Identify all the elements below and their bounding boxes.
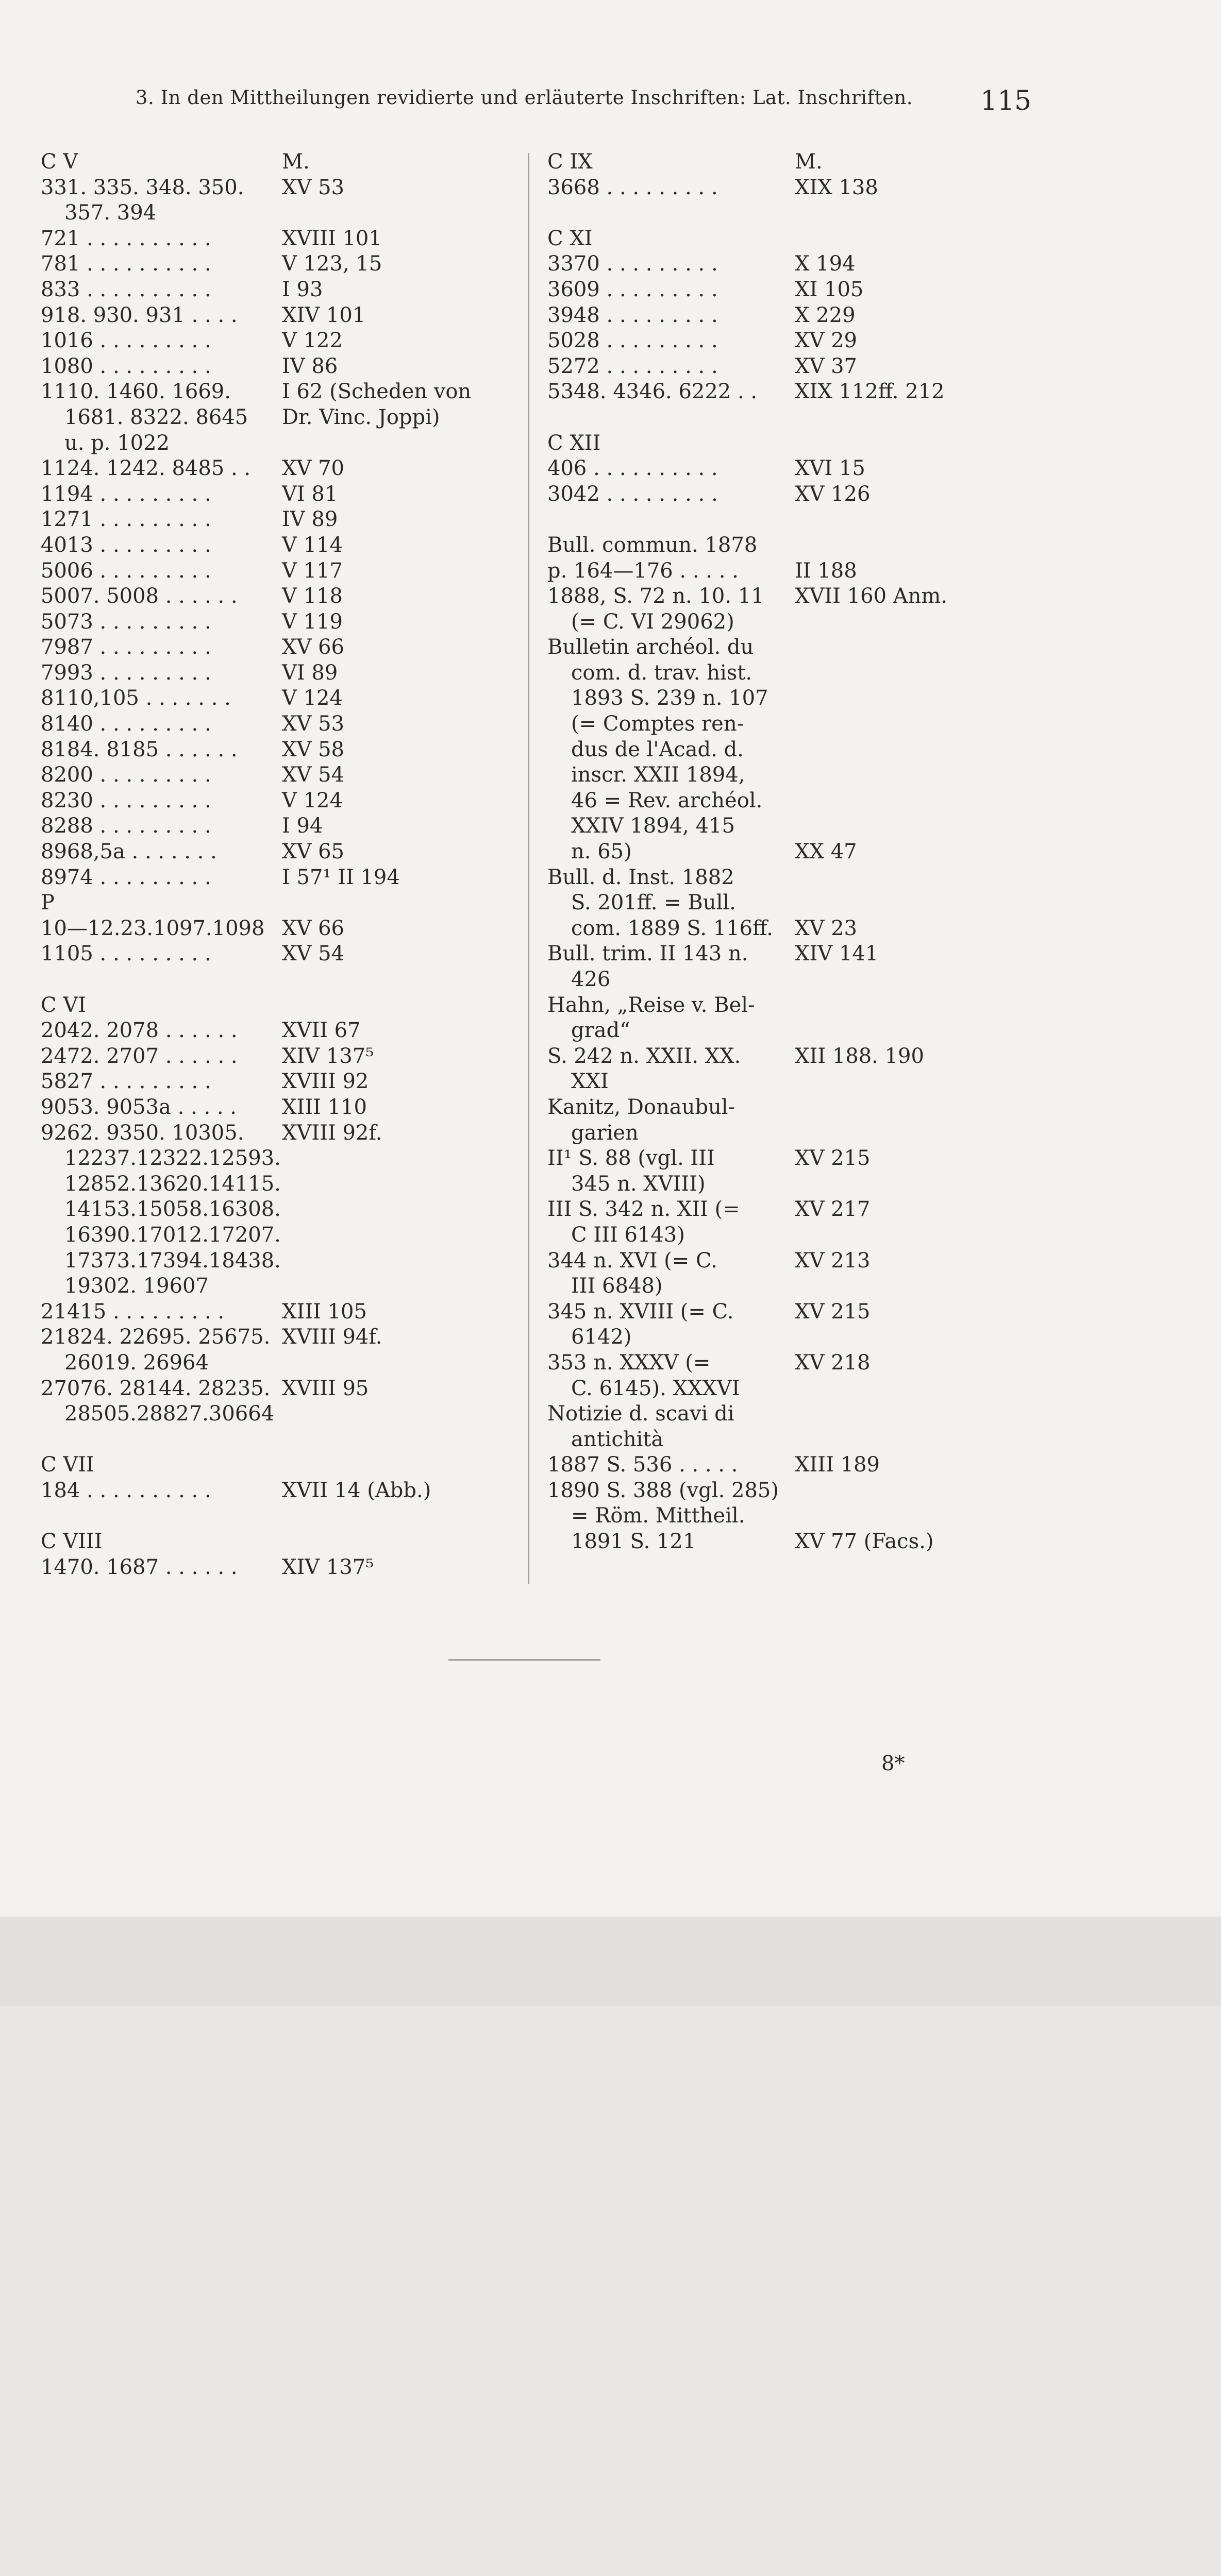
index-entry bbox=[547, 1172, 1063, 1197]
index-entry bbox=[547, 405, 1063, 431]
entry-reference: 8968,5a . . . . . . . bbox=[41, 840, 217, 864]
entry-volume: XV 213 bbox=[795, 1248, 871, 1273]
entry-reference: XXIV 1894, 415 bbox=[571, 814, 735, 838]
index-entry bbox=[41, 1427, 520, 1453]
index-entry bbox=[547, 379, 1063, 405]
index-entry bbox=[41, 405, 520, 431]
column-divider bbox=[528, 153, 529, 1584]
entry-reference: 16390.17012.17207. bbox=[64, 1223, 281, 1247]
entry-volume: XV 215 bbox=[795, 1146, 871, 1171]
entry-volume: XIV 137⁵ bbox=[282, 1555, 374, 1579]
index-entry bbox=[547, 1121, 1063, 1146]
entry-reference: 353 n. XXXV (= bbox=[547, 1350, 711, 1375]
index-entry bbox=[41, 1223, 520, 1248]
index-entry bbox=[547, 1223, 1063, 1248]
entry-volume: X 194 bbox=[795, 252, 856, 276]
index-entry bbox=[41, 711, 520, 737]
index-entry bbox=[547, 890, 1063, 916]
index-entry bbox=[547, 1274, 1063, 1299]
index-entry bbox=[41, 1350, 520, 1376]
entry-reference: 1890 S. 388 (vgl. 285) bbox=[547, 1478, 779, 1502]
index-entry bbox=[547, 839, 1063, 865]
index-entry bbox=[547, 226, 1063, 252]
index-entry bbox=[41, 916, 520, 942]
entry-reference: 331. 335. 348. 350. bbox=[41, 175, 244, 199]
index-entry bbox=[547, 1350, 1063, 1376]
entry-volume: XV 65 bbox=[282, 840, 344, 864]
entry-volume: Dr. Vinc. Joppi) bbox=[282, 405, 440, 429]
entry-volume: V 118 bbox=[282, 584, 343, 608]
entry-volume: V 124 bbox=[282, 788, 343, 812]
index-entry bbox=[41, 941, 520, 967]
entry-reference: 9053. 9053a . . . . . bbox=[41, 1095, 237, 1119]
index-entry bbox=[41, 277, 520, 303]
index-entry bbox=[41, 1121, 520, 1146]
entry-volume: XVII 14 (Abb.) bbox=[282, 1478, 431, 1502]
entry-reference: 833 . . . . . . . . . . bbox=[41, 277, 211, 301]
index-entry bbox=[547, 251, 1063, 277]
entry-volume: XIV 101 bbox=[282, 303, 366, 327]
index-entry bbox=[41, 251, 520, 277]
entry-volume: XV 53 bbox=[282, 175, 344, 199]
index-entry bbox=[41, 1452, 520, 1478]
entry-volume: XVIII 92 bbox=[282, 1070, 369, 1094]
entry-reference: 1888, S. 72 n. 10. 11 bbox=[547, 584, 764, 608]
index-entry bbox=[547, 635, 1063, 660]
entry-reference: Notizie d. scavi di bbox=[547, 1402, 734, 1426]
index-entry bbox=[547, 660, 1063, 686]
entry-reference: P bbox=[41, 891, 55, 915]
index-entry bbox=[547, 762, 1063, 788]
entry-reference: 9262. 9350. 10305. bbox=[41, 1121, 244, 1145]
index-entry bbox=[41, 226, 520, 252]
entry-reference: C VII bbox=[41, 1453, 94, 1477]
entry-reference: 918. 930. 931 . . . . bbox=[41, 303, 238, 327]
index-entry bbox=[41, 482, 520, 507]
index-entry bbox=[547, 1401, 1063, 1427]
index-entry bbox=[547, 328, 1063, 354]
entry-reference: 5827 . . . . . . . . . bbox=[41, 1070, 211, 1094]
entry-reference: 3370 . . . . . . . . . bbox=[547, 252, 718, 276]
entry-reference: 721 . . . . . . . . . . bbox=[41, 226, 211, 250]
index-entry bbox=[547, 533, 1063, 558]
entry-reference: 6142) bbox=[571, 1325, 632, 1349]
entry-volume: XVIII 101 bbox=[282, 226, 382, 250]
entry-volume: XIX 138 bbox=[795, 175, 878, 199]
entry-reference: 1271 . . . . . . . . . bbox=[41, 507, 211, 532]
index-entry bbox=[41, 1248, 520, 1274]
index-entry bbox=[547, 1197, 1063, 1223]
index-entry bbox=[547, 1503, 1063, 1529]
index-entry bbox=[41, 609, 520, 635]
index-entry bbox=[41, 507, 520, 533]
entry-reference: S. 201ff. = Bull. bbox=[571, 891, 736, 915]
entry-reference: 1194 . . . . . . . . . bbox=[41, 482, 211, 506]
entry-reference: Bulletin archéol. du bbox=[547, 635, 754, 659]
index-entry bbox=[547, 175, 1063, 201]
entry-volume: XVI 15 bbox=[795, 456, 865, 481]
index-entry bbox=[41, 558, 520, 584]
entry-reference: 7987 . . . . . . . . . bbox=[41, 635, 211, 659]
entry-volume: II 188 bbox=[795, 558, 857, 583]
entry-volume: XV 66 bbox=[282, 916, 344, 940]
entry-reference: 26019. 26964 bbox=[64, 1350, 209, 1375]
index-entry bbox=[41, 865, 520, 891]
entry-reference: 2472. 2707 . . . . . . bbox=[41, 1044, 238, 1068]
entry-reference: III 6848) bbox=[571, 1274, 663, 1298]
entry-reference: antichità bbox=[571, 1427, 664, 1451]
index-entry bbox=[547, 354, 1063, 380]
entry-volume: XV 126 bbox=[795, 482, 871, 506]
entry-reference: (= C. VI 29062) bbox=[571, 609, 734, 634]
entry-reference: 1080 . . . . . . . . . bbox=[41, 354, 211, 378]
entry-reference: 17373.17394.18438. bbox=[64, 1248, 281, 1273]
entry-reference: 8200 . . . . . . . . . bbox=[41, 763, 211, 787]
entry-reference: 406 . . . . . . . . . . bbox=[547, 456, 718, 481]
entry-reference: p. 164—176 . . . . . bbox=[547, 558, 739, 583]
index-entry bbox=[547, 993, 1063, 1019]
entry-reference: 3042 . . . . . . . . . bbox=[547, 482, 718, 506]
entry-volume: XIII 105 bbox=[282, 1299, 367, 1324]
index-entry bbox=[547, 431, 1063, 456]
index-entry bbox=[547, 1452, 1063, 1478]
entry-reference: 357. 394 bbox=[64, 201, 157, 225]
entry-volume: XX 47 bbox=[795, 840, 857, 864]
entry-volume: XVIII 95 bbox=[282, 1376, 369, 1400]
entry-reference: 426 bbox=[571, 968, 611, 991]
entry-volume: XV 58 bbox=[282, 737, 344, 761]
entry-volume: XVII 67 bbox=[282, 1019, 361, 1043]
entry-volume: VI 81 bbox=[282, 482, 338, 506]
entry-reference: 5348. 4346. 6222 . . bbox=[547, 380, 758, 404]
index-entry bbox=[547, 788, 1063, 814]
entry-reference: 1893 S. 239 n. 107 bbox=[571, 686, 768, 710]
entry-reference: C VI bbox=[41, 993, 87, 1017]
entry-volume: XII 188. 190 bbox=[795, 1044, 924, 1068]
entry-reference: II¹ S. 88 (vgl. III bbox=[547, 1146, 715, 1171]
index-entry bbox=[41, 1095, 520, 1121]
entry-reference: C XI bbox=[547, 226, 593, 250]
index-entry bbox=[41, 1044, 520, 1070]
index-entry bbox=[41, 1274, 520, 1299]
entry-reference: 1110. 1460. 1669. bbox=[41, 380, 231, 404]
entry-reference: 46 = Rev. archéol. bbox=[571, 788, 763, 812]
signature-mark: 8* bbox=[881, 1752, 905, 1775]
entry-volume: XVIII 92f. bbox=[282, 1121, 382, 1145]
index-entry bbox=[547, 303, 1063, 329]
index-entry bbox=[547, 1478, 1063, 1504]
entry-reference: 21415 . . . . . . . . . bbox=[41, 1299, 225, 1324]
entry-reference: 345 n. XVIII) bbox=[571, 1172, 706, 1196]
index-entry bbox=[41, 431, 520, 456]
entry-volume: M. bbox=[795, 150, 823, 174]
entry-reference: (= Comptes ren- bbox=[571, 712, 744, 736]
index-entry bbox=[547, 1325, 1063, 1350]
index-entry bbox=[547, 1069, 1063, 1095]
index-entry bbox=[41, 200, 520, 226]
entry-volume: XV 70 bbox=[282, 456, 344, 481]
entry-reference: 5073 . . . . . . . . . bbox=[41, 609, 211, 634]
index-entry bbox=[547, 558, 1063, 584]
index-entry bbox=[547, 1018, 1063, 1044]
entry-reference: grad“ bbox=[571, 1019, 630, 1043]
entry-reference: 3609 . . . . . . . . . bbox=[547, 277, 718, 301]
entry-reference: 781 . . . . . . . . . . bbox=[41, 252, 211, 276]
running-head: 3. In den Mittheilungen revidierte und erläuterte Inschriften: Lat. Inschriften. bbox=[136, 87, 913, 109]
entry-reference: 344 n. XVI (= C. bbox=[547, 1248, 717, 1273]
index-entry bbox=[41, 1376, 520, 1402]
index-entry bbox=[41, 1478, 520, 1504]
entry-volume: V 114 bbox=[282, 533, 343, 557]
index-entry bbox=[41, 660, 520, 686]
entry-reference: 12852.13620.14115. bbox=[64, 1172, 281, 1196]
index-entry bbox=[547, 1095, 1063, 1121]
index-entry bbox=[547, 609, 1063, 635]
entry-reference: C XII bbox=[547, 431, 601, 455]
entry-reference: 8184. 8185 . . . . . . bbox=[41, 737, 238, 761]
entry-volume: XV 29 bbox=[795, 329, 857, 353]
index-entry bbox=[547, 200, 1063, 226]
left-column bbox=[41, 149, 520, 1580]
entry-reference: 19302. 19607 bbox=[64, 1274, 209, 1298]
footer-rule bbox=[448, 1659, 600, 1660]
entry-reference: 28505.28827.30664 bbox=[64, 1402, 275, 1426]
entry-reference: Bull. d. Inst. 1882 bbox=[547, 865, 734, 889]
entry-reference: Bull. commun. 1878 bbox=[547, 533, 758, 557]
entry-volume: XIV 137⁵ bbox=[282, 1044, 374, 1068]
index-entry bbox=[41, 788, 520, 814]
entry-reference: 5007. 5008 . . . . . . bbox=[41, 584, 238, 608]
entry-reference: 8110,105 . . . . . . . bbox=[41, 686, 231, 710]
index-entry bbox=[41, 686, 520, 711]
entry-reference: 1681. 8322. 8645 bbox=[64, 405, 248, 429]
entry-volume: XIII 110 bbox=[282, 1095, 367, 1119]
entry-volume: I 57¹ II 194 bbox=[282, 865, 400, 889]
index-entry bbox=[41, 1172, 520, 1197]
entry-volume: V 124 bbox=[282, 686, 343, 710]
entry-reference: Hahn, „Reise v. Bel- bbox=[547, 993, 755, 1017]
entry-volume: XV 77 (Facs.) bbox=[795, 1530, 934, 1554]
entry-reference: 345 n. XVIII (= C. bbox=[547, 1299, 734, 1324]
entry-reference: 7993 . . . . . . . . . bbox=[41, 660, 211, 685]
index-entry bbox=[547, 1529, 1063, 1555]
entry-volume: XV 66 bbox=[282, 635, 344, 659]
entry-volume: I 93 bbox=[282, 277, 323, 301]
index-entry bbox=[41, 533, 520, 558]
entry-volume: I 94 bbox=[282, 814, 323, 838]
index-entry bbox=[41, 839, 520, 865]
entry-reference: 5272 . . . . . . . . . bbox=[547, 354, 718, 378]
entry-reference: = Röm. Mittheil. bbox=[571, 1504, 745, 1528]
entry-volume: XIV 141 bbox=[795, 942, 879, 966]
index-entry bbox=[547, 967, 1063, 993]
index-entry bbox=[547, 277, 1063, 303]
index-entry bbox=[547, 584, 1063, 609]
entry-reference: garien bbox=[571, 1121, 639, 1145]
index-entry bbox=[547, 149, 1063, 175]
index-entry bbox=[41, 303, 520, 329]
index-entry bbox=[41, 1146, 520, 1172]
entry-reference: 8974 . . . . . . . . . bbox=[41, 865, 211, 889]
index-entry bbox=[41, 967, 520, 993]
index-entry bbox=[547, 482, 1063, 507]
index-entry bbox=[41, 1197, 520, 1223]
entry-volume: XVIII 94f. bbox=[282, 1325, 382, 1349]
index-entry bbox=[547, 865, 1063, 891]
index-entry bbox=[41, 635, 520, 660]
index-entry bbox=[41, 993, 520, 1019]
entry-reference: 12237.12322.12593. bbox=[64, 1146, 281, 1171]
entry-reference: 1124. 1242. 8485 . . bbox=[41, 456, 251, 481]
entry-volume: I 62 (Scheden von bbox=[282, 380, 472, 404]
footer-bar bbox=[0, 1917, 1221, 2006]
entry-volume: XV 54 bbox=[282, 942, 344, 966]
entry-reference: XXI bbox=[571, 1070, 609, 1094]
index-entry bbox=[41, 1529, 520, 1555]
entry-volume: XV 215 bbox=[795, 1299, 871, 1324]
index-entry bbox=[41, 456, 520, 482]
entry-reference: III S. 342 n. XII (= bbox=[547, 1197, 740, 1222]
entry-volume: XV 37 bbox=[795, 354, 857, 378]
entry-reference: Kanitz, Donaubul- bbox=[547, 1095, 735, 1119]
entry-volume: IV 86 bbox=[282, 354, 338, 378]
entry-reference: 1891 S. 121 bbox=[571, 1530, 696, 1554]
index-entry bbox=[41, 149, 520, 175]
index-entry bbox=[41, 584, 520, 609]
entry-reference: 27076. 28144. 28235. bbox=[41, 1376, 271, 1400]
index-entry bbox=[547, 814, 1063, 839]
entry-reference: n. 65) bbox=[571, 840, 632, 864]
entry-reference: 1016 . . . . . . . . . bbox=[41, 329, 211, 353]
entry-reference: S. 242 n. XXII. XX. bbox=[547, 1044, 741, 1068]
index-entry bbox=[547, 686, 1063, 711]
index-entry bbox=[41, 737, 520, 763]
entry-volume: XV 54 bbox=[282, 763, 344, 787]
entry-volume: V 117 bbox=[282, 558, 343, 583]
entry-reference: 8230 . . . . . . . . . bbox=[41, 788, 211, 812]
entry-volume: XV 217 bbox=[795, 1197, 871, 1222]
right-column bbox=[547, 149, 1063, 1555]
entry-reference: 14153.15058.16308. bbox=[64, 1197, 281, 1222]
entry-reference: com. d. trav. hist. bbox=[571, 660, 752, 685]
entry-volume: XI 105 bbox=[795, 277, 864, 301]
index-entry bbox=[547, 941, 1063, 967]
entry-reference: 4013 . . . . . . . . . bbox=[41, 533, 211, 557]
index-entry bbox=[41, 890, 520, 916]
index-entry bbox=[547, 1044, 1063, 1070]
index-entry bbox=[41, 354, 520, 380]
index-entry bbox=[41, 1018, 520, 1044]
index-entry bbox=[41, 1299, 520, 1325]
entry-reference: dus de l'Acad. d. bbox=[571, 737, 744, 761]
entry-volume: XVII 160 Anm. bbox=[795, 584, 948, 608]
entry-reference: C III 6143) bbox=[571, 1223, 685, 1247]
entry-volume: V 122 bbox=[282, 329, 343, 353]
entry-reference: 2042. 2078 . . . . . . bbox=[41, 1019, 238, 1043]
index-entry bbox=[547, 1376, 1063, 1402]
entry-volume: XIII 189 bbox=[795, 1453, 880, 1477]
entry-volume: VI 89 bbox=[282, 660, 338, 685]
entry-reference: 3948 . . . . . . . . . bbox=[547, 303, 718, 327]
index-entry bbox=[547, 456, 1063, 482]
index-entry bbox=[547, 1299, 1063, 1325]
entry-volume: V 119 bbox=[282, 609, 343, 634]
entry-reference: Bull. trim. II 143 n. bbox=[547, 942, 748, 966]
entry-volume: XV 218 bbox=[795, 1350, 871, 1375]
entry-reference: 5028 . . . . . . . . . bbox=[547, 329, 718, 353]
entry-reference: u. p. 1022 bbox=[64, 431, 170, 455]
index-entry bbox=[41, 379, 520, 405]
entry-volume: V 123, 15 bbox=[282, 252, 382, 276]
index-entry bbox=[41, 1555, 520, 1581]
index-entry bbox=[41, 1325, 520, 1350]
entry-reference: 8140 . . . . . . . . . bbox=[41, 712, 211, 736]
entry-reference: 10—12.23.1097.1098 bbox=[41, 916, 265, 940]
entry-reference: 1887 S. 536 . . . . . bbox=[547, 1453, 738, 1477]
entry-reference: 21824. 22695. 25675. bbox=[41, 1325, 271, 1349]
index-entry bbox=[41, 814, 520, 839]
index-entry bbox=[41, 1503, 520, 1529]
entry-reference: 184 . . . . . . . . . . bbox=[41, 1478, 211, 1502]
entry-volume: X 229 bbox=[795, 303, 856, 327]
entry-reference: com. 1889 S. 116ff. bbox=[571, 916, 773, 940]
entry-reference: 8288 . . . . . . . . . bbox=[41, 814, 211, 838]
index-entry bbox=[41, 1401, 520, 1427]
entry-reference: C IX bbox=[547, 150, 593, 174]
entry-volume: IV 89 bbox=[282, 507, 338, 532]
entry-volume: XV 23 bbox=[795, 916, 857, 940]
index-entry bbox=[41, 328, 520, 354]
index-entry bbox=[41, 762, 520, 788]
index-entry bbox=[41, 175, 520, 201]
entry-volume: XIX 112ff. 212 bbox=[795, 380, 945, 404]
entry-reference: 3668 . . . . . . . . . bbox=[547, 175, 718, 199]
entry-reference: 1470. 1687 . . . . . . bbox=[41, 1555, 238, 1579]
entry-volume: M. bbox=[282, 150, 310, 174]
entry-reference: 5006 . . . . . . . . . bbox=[41, 558, 211, 583]
entry-reference: C. 6145). XXXVI bbox=[571, 1376, 740, 1400]
entry-reference: inscr. XXII 1894, bbox=[571, 763, 745, 787]
entry-volume: XV 53 bbox=[282, 712, 344, 736]
index-entry bbox=[547, 507, 1063, 533]
entry-reference: 1105 . . . . . . . . . bbox=[41, 942, 211, 966]
index-entry bbox=[547, 1427, 1063, 1453]
index-entry bbox=[547, 1248, 1063, 1274]
page-number: 115 bbox=[980, 86, 1032, 116]
index-entry bbox=[547, 711, 1063, 737]
index-entry bbox=[547, 737, 1063, 763]
entry-reference: C VIII bbox=[41, 1530, 103, 1554]
entry-reference: C V bbox=[41, 150, 78, 174]
index-entry bbox=[41, 1069, 520, 1095]
index-entry bbox=[547, 1146, 1063, 1172]
index-entry bbox=[547, 916, 1063, 942]
